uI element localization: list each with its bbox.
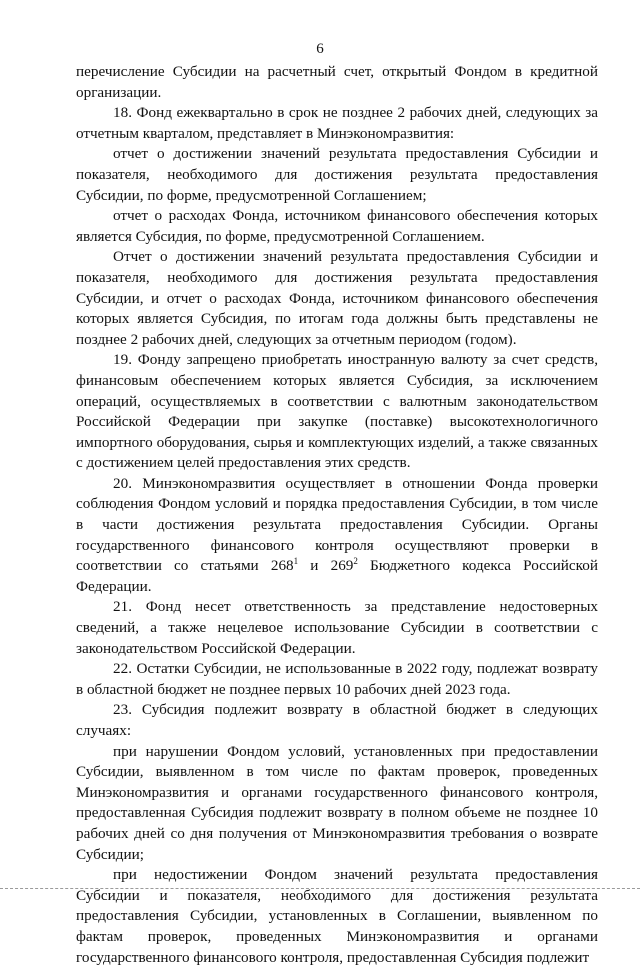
paragraph-18: 18. Фонд ежеквартально в срок не позднее 2 рабочих дней, следующих за отчетным кварталом, представляет в Минэкономразвития:: [76, 104, 598, 142]
paragraph-20: [76, 474, 598, 598]
paragraph-20-text-3: Бюджетного кодекса Российской Федерации.: [76, 557, 598, 595]
page-number: 6: [316, 41, 324, 57]
paragraph-23-item-2: при недостижении Фондом значений результата предоставления Субсидии и показателя, необходимого для достижения результата предоставления Субсидии, установленных в Соглашении, выявленном по фактам проверок, проведенных Минэкономразвития и органами государственного финансового контроля, предоставленная Субсидия подлежит: [76, 866, 598, 966]
paragraph-19: 19. Фонду запрещено приобретать иностранную валюту за счет средств, финансовым обеспечением которых является Субсидия, за исключением операций, осуществляемых в соответствии с валютным законодательством Российской Федерации при закупке (поставке) высокотехнологичного импортного оборудования, сырья и комплектующих изделий, а также связанных с достижением целей предоставления этих средств.: [76, 351, 598, 472]
document-body: [76, 62, 598, 968]
paragraph-21: 21. Фонд несет ответственность за представление недостоверных сведений, а также нецелевое использование Субсидии в соответствии с законодательством Российской Федерации.: [76, 598, 598, 657]
paragraph-annual-report: Отчет о достижении значений результата предоставления Субсидии и показателя, необходимого для достижения результата предоставления Субсидии, и отчет о расходах Фонда, источником финансового обеспечения которых является Субсидия, по итогам года должны быть представлены не позднее 2 рабочих дней, следующих за отчетным периодом (годом).: [76, 248, 598, 348]
paragraph-22: 22. Остатки Субсидии, не использованные в 2022 году, подлежат возврату в областной бюджет не позднее первых 10 рабочих дней 2023 года.: [76, 660, 598, 698]
paragraph-continuation: перечисление Субсидии на расчетный счет, открытый Фондом в кредитной организации.: [76, 63, 598, 101]
paragraph-20-text-2: и 269: [298, 557, 354, 575]
article-superscript-2: 2: [353, 556, 358, 567]
paragraph-23: 23. Субсидия подлежит возврату в областной бюджет в следующих случаях:: [76, 701, 598, 739]
page-bottom-rule: [0, 888, 640, 889]
paragraph-18-item-2: отчет о расходах Фонда, источником финансового обеспечения которых является Субсидия, по форме, предусмотренной Соглашением.: [76, 207, 598, 245]
article-superscript-1: 1: [293, 556, 299, 567]
paragraph-23-item-1: при нарушении Фондом условий, установленных при предоставлении Субсидии, выявленном в том числе по фактам проверок, проведенных Минэкономразвития и органами государственного финансового контроля, предоставленная Субсидия подлежит возврату в полном объеме не позднее 10 рабочих дней со дня получения от Минэкономразвития требования о возврате Субсидии;: [76, 742, 598, 863]
paragraph-20-text-1: 20. Минэкономразвития осуществляет в отношении Фонда проверки соблюдения Фондом условий и порядка предоставления Субсидии, в том числе в части достижения результата предоставления Субсидии. Органы государственного финансового контроля осуществляют проверки в соответствии со статьями 268: [76, 474, 598, 575]
paragraph-18-item-1: отчет о достижении значений результата предоставления Субсидии и показателя, необходимого для достижения результата предоставления Субсидии, по форме, предусмотренной Соглашением;: [76, 145, 598, 204]
